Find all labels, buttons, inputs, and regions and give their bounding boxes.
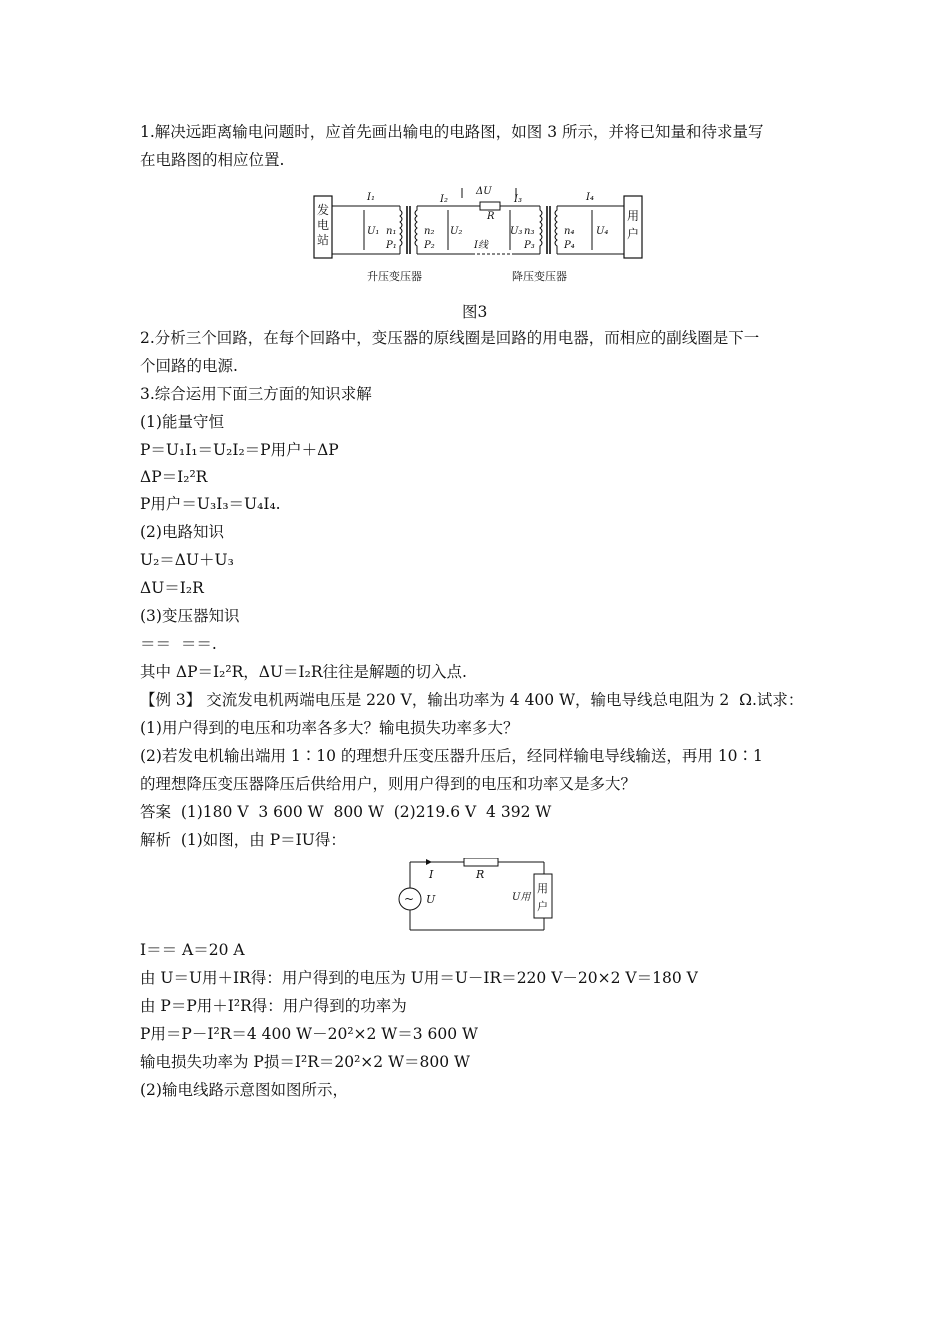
svg-text:P₁: P₁	[386, 240, 397, 251]
paragraph-line: (1)能量守恒	[140, 413, 224, 431]
example-line: 【例 3】 交流发电机两端电压是 220 V，输出功率为 4 400 W，输电导线总电阻为 2 Ω.试求：	[140, 691, 804, 709]
svg-text:I: I	[429, 868, 434, 881]
svg-text:P₄: P₄	[564, 240, 575, 251]
svg-text:电: 电	[317, 218, 330, 232]
analysis-line: (2)输电线路示意图如图所示，	[140, 1081, 348, 1099]
svg-text:ΔU: ΔU	[476, 186, 492, 197]
question-line: (1)用户得到的电压和功率各多大？输电损失功率多大？	[140, 719, 519, 737]
formula-line: ΔP＝I₂²R	[140, 468, 208, 486]
svg-text:I₃: I₃	[514, 194, 522, 205]
svg-text:U用: U用	[512, 892, 531, 903]
svg-text:I₄: I₄	[586, 192, 594, 203]
paragraph-line: 在电路图的相应位置.	[140, 151, 285, 169]
formula-line: ΔU＝I₂R	[140, 579, 204, 597]
svg-text:~: ~	[404, 892, 415, 906]
svg-text:户: 户	[627, 227, 640, 241]
svg-text:用: 用	[627, 209, 640, 223]
svg-text:P₂: P₂	[424, 240, 435, 251]
transmission-circuit-diagram	[312, 186, 644, 286]
svg-text:n₂: n₂	[424, 226, 435, 237]
svg-text:I₁: I₁	[367, 192, 375, 203]
formula-line: P＝U₁I₁＝U₂I₂＝P用户＋ΔP	[140, 441, 339, 459]
paragraph-line: 1.解决远距离输电问题时，应首先画出输电的电路图，如图 3 所示，并将已知量和待求量写	[140, 123, 764, 141]
formula-line: ＝＝ ＝＝.	[140, 635, 217, 653]
question-line: (2)若发电机输出端用 1∶10 的理想升压变压器升压后，经同样输电导线输送，再用 10∶1	[140, 747, 763, 765]
paragraph-line: (3)变压器知识	[140, 607, 240, 625]
figure-caption: 图3	[462, 303, 488, 321]
svg-text:U₃: U₃	[510, 226, 523, 237]
paragraph-line: (2)电路知识	[140, 523, 224, 541]
svg-text:用: 用	[537, 882, 548, 895]
svg-text:U₁: U₁	[367, 226, 380, 237]
svg-text:P₃: P₃	[524, 240, 535, 251]
svg-text:n₄: n₄	[564, 226, 575, 237]
svg-text:升压变压器: 升压变压器	[367, 270, 422, 283]
formula-line: P用户＝U₃I₃＝U₄I₄.	[140, 495, 281, 513]
svg-text:U: U	[426, 893, 436, 906]
paragraph-line: 个回路的电源.	[140, 357, 238, 375]
question-line: 的理想降压变压器降压后供给用户，则用户得到的电压和功率又是多大？	[140, 775, 637, 793]
svg-text:R: R	[476, 868, 485, 881]
svg-text:户: 户	[537, 900, 548, 913]
svg-text:降压变压器: 降压变压器	[512, 270, 567, 283]
formula-line: U₂＝ΔU＋U₃	[140, 551, 234, 569]
svg-text:U₄: U₄	[596, 226, 609, 237]
paragraph-line: 3.综合运用下面三方面的知识求解	[140, 385, 372, 403]
station-label: 发	[317, 203, 330, 217]
formula-line: P用＝P－I²R＝4 400 W－20²×2 W＝3 600 W	[140, 1025, 478, 1043]
simple-circuit-diagram	[396, 858, 556, 934]
formula-line: I＝＝ A＝20 A	[140, 941, 245, 959]
answer-line: 答案 (1)180 V 3 600 W 800 W (2)219.6 V 4 392 W	[140, 803, 552, 821]
svg-text:U₂: U₂	[450, 226, 463, 237]
svg-text:n₃: n₃	[524, 226, 535, 237]
paragraph-line: 其中 ΔP＝I₂²R，ΔU＝I₂R往往是解题的切入点.	[140, 663, 467, 681]
analysis-line: 由 U＝U用＋IR得：用户得到的电压为 U用＝U－IR＝220 V－20×2 V＝180 V	[140, 969, 698, 987]
svg-text:I₂: I₂	[440, 194, 448, 205]
svg-text:站: 站	[317, 233, 330, 247]
analysis-line: 输电损失功率为 P损＝I²R＝20²×2 W＝800 W	[140, 1053, 470, 1071]
analysis-line: 由 P＝P用＋I²R得：用户得到的功率为	[140, 997, 407, 1015]
svg-text:R: R	[487, 211, 495, 222]
analysis-line: 解析 (1)如图，由 P＝IU得：	[140, 831, 346, 849]
svg-text:I线: I线	[474, 240, 488, 251]
svg-text:n₁: n₁	[386, 226, 397, 237]
paragraph-line: 2.分析三个回路，在每个回路中，变压器的原线圈是回路的用电器，而相应的副线圈是下一	[140, 329, 760, 347]
